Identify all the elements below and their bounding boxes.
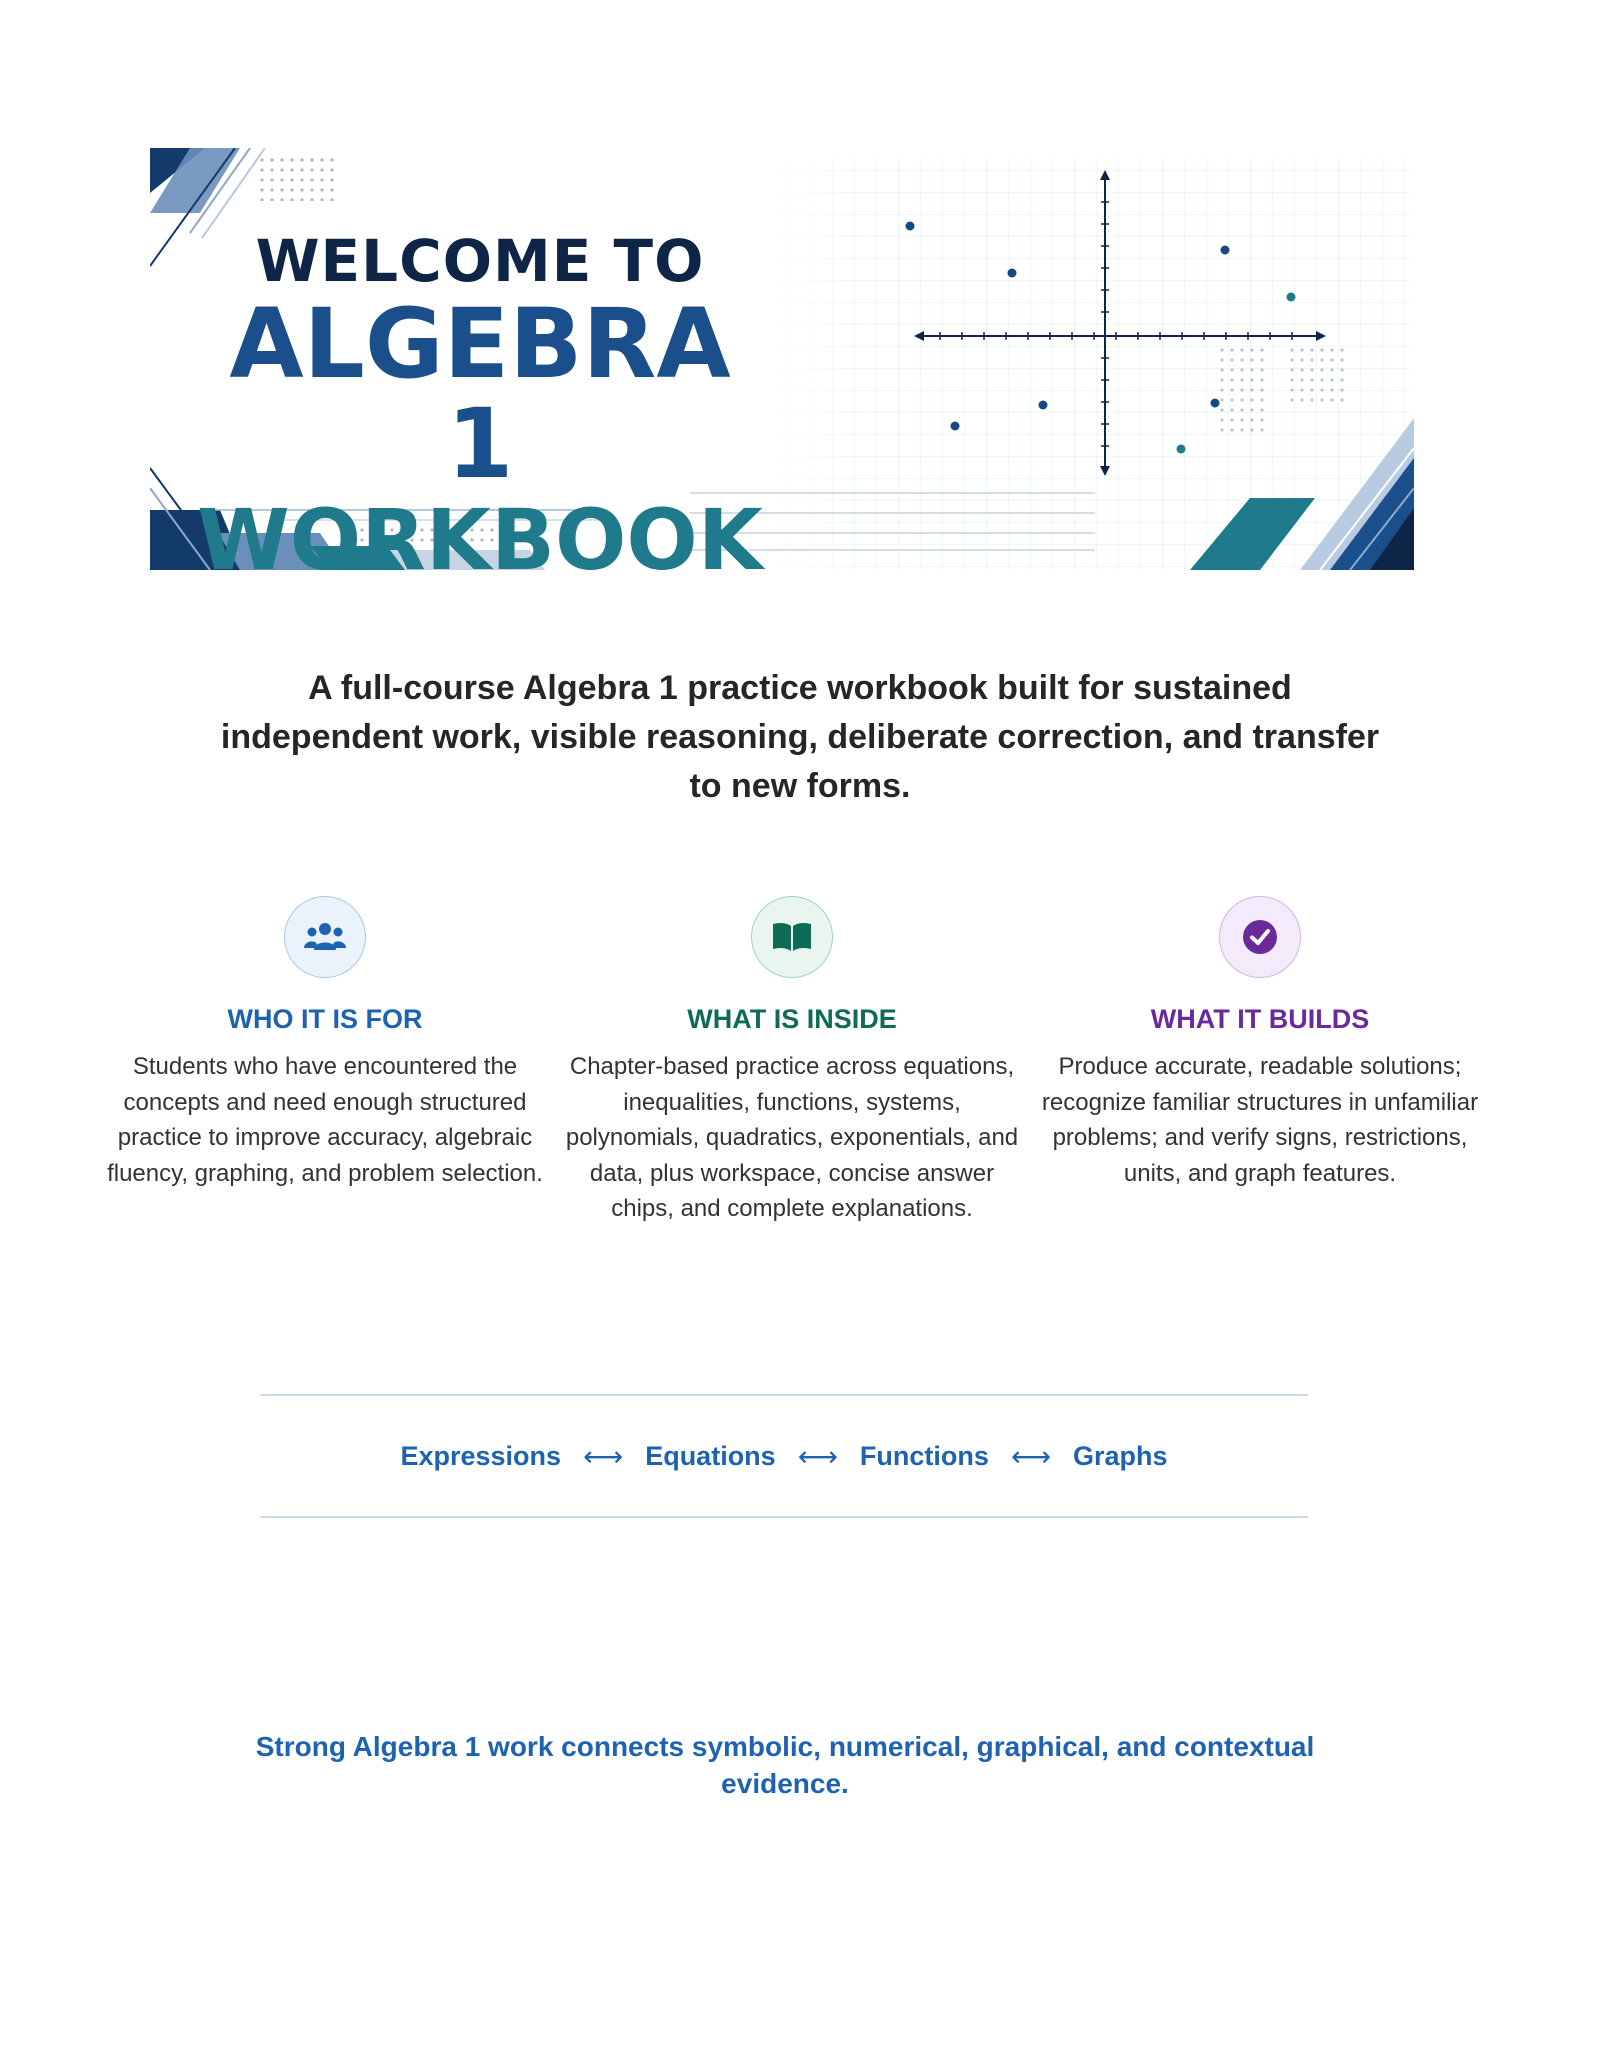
users-icon bbox=[284, 896, 366, 978]
closing-statement: Strong Algebra 1 work connects symbolic, numerical, graphical, and contextual evidence. bbox=[255, 1731, 1315, 1799]
double-arrow-icon: ⟷ bbox=[797, 1439, 838, 1473]
feature-title: WHO IT IS FOR bbox=[227, 1004, 423, 1034]
lead-statement: A full-course Algebra 1 practice workbook built for sustained independent work, visible reasoning, deliberate correction, and transfer to new forms. bbox=[220, 669, 1380, 805]
feature-who-it-is-for bbox=[95, 896, 555, 1191]
feature-title: WHAT IS INSIDE bbox=[687, 1004, 897, 1034]
feature-title: WHAT IT BUILDS bbox=[1150, 1004, 1370, 1034]
double-arrow-icon: ⟷ bbox=[1010, 1439, 1051, 1473]
open-book-icon bbox=[751, 896, 833, 978]
feature-text: Chapter-based practice across equations, inequalities, functions, systems, polynomials, quadratics, exponentials, and data, plus workspace, concise answer chips, and complete explanations. bbox=[565, 1053, 1019, 1222]
banner-title bbox=[190, 228, 770, 570]
feature-text: Produce accurate, readable solutions; recognize familiar structures in unfamiliar problems; and verify signs, restrictions, units, and graph features. bbox=[1041, 1053, 1479, 1187]
banner-title-line2: ALGEBRA 1 bbox=[229, 288, 731, 500]
flow-item-equations: Equations bbox=[645, 1440, 776, 1471]
hero-banner bbox=[150, 148, 1414, 570]
flow-item-functions: Functions bbox=[859, 1440, 989, 1471]
feature-columns bbox=[95, 896, 1505, 1296]
feature-what-is-inside bbox=[562, 896, 1022, 1227]
banner-title-line3: WORKBOOK bbox=[197, 491, 763, 570]
concept-flow bbox=[260, 1394, 1308, 1518]
flow-item-graphs: Graphs bbox=[1072, 1440, 1168, 1471]
double-arrow-icon: ⟷ bbox=[583, 1439, 624, 1473]
feature-text: Students who have encountered the concepts and need enough structured practice to improve accuracy, algebraic fluency, graphing, and problem selection. bbox=[107, 1053, 543, 1187]
flow-item-expressions: Expressions bbox=[400, 1440, 562, 1471]
banner-title-line1: WELCOME TO bbox=[255, 227, 705, 295]
check-circle-icon bbox=[1219, 896, 1301, 978]
feature-what-it-builds bbox=[1030, 896, 1490, 1191]
